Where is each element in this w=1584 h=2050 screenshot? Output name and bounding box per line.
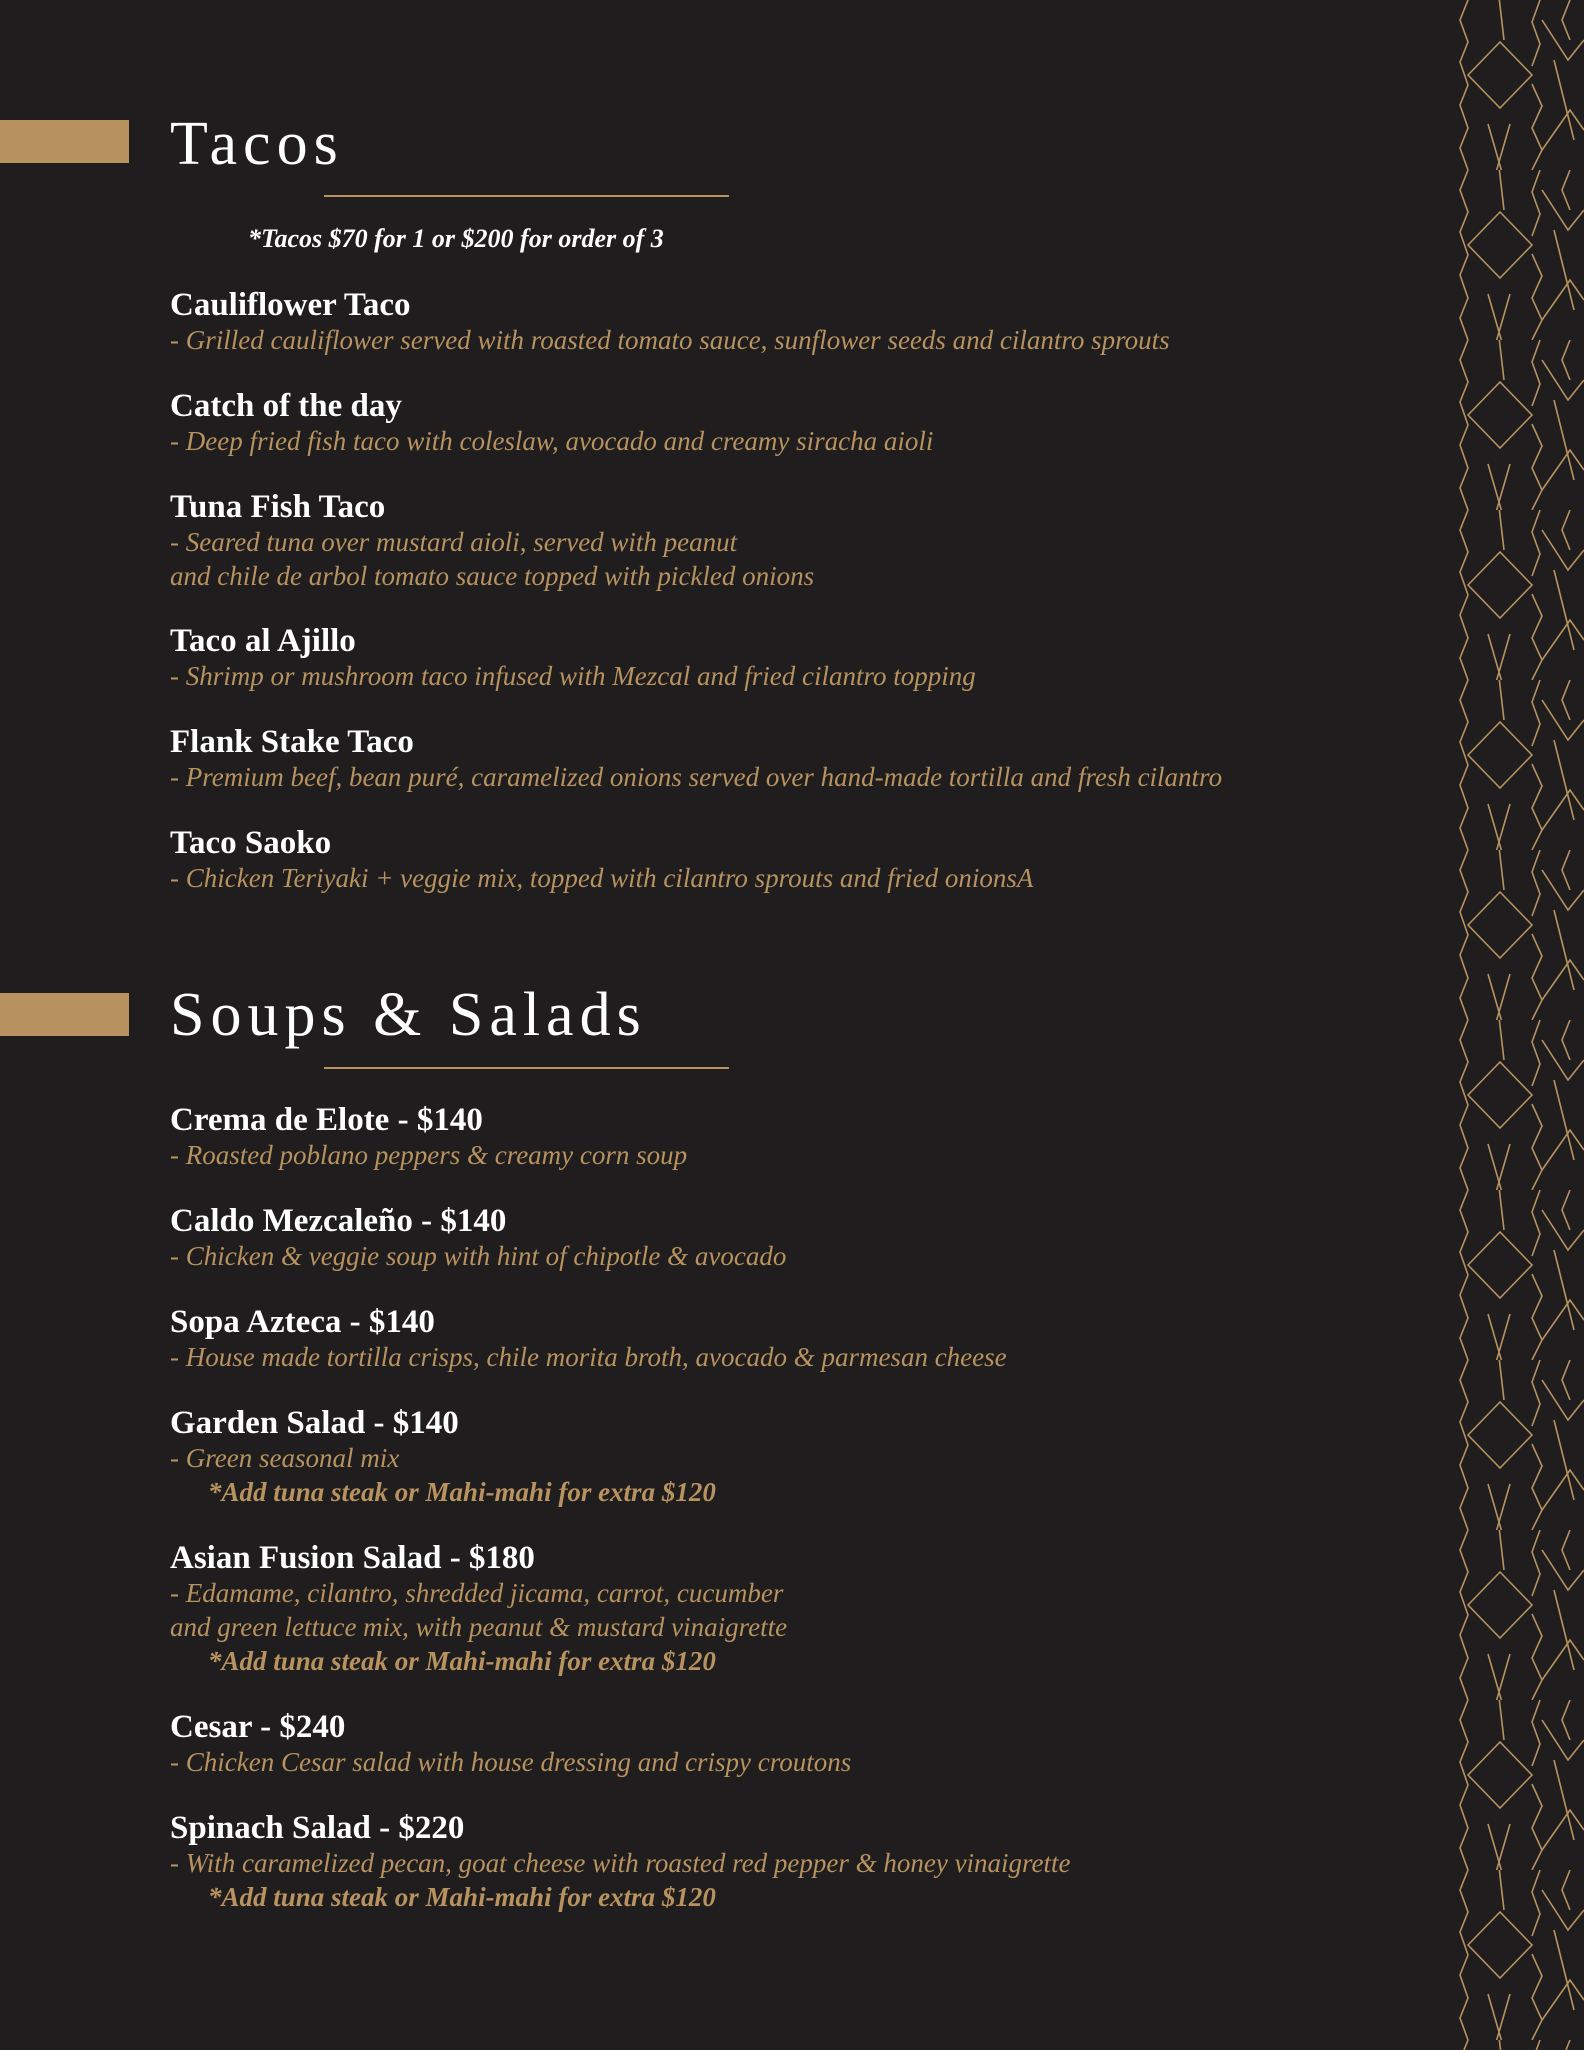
menu-item-description: - Premium beef, bean puré, caramelized onions served over hand-made tortilla and fresh cilantro xyxy=(170,762,1223,792)
taco-menu-item xyxy=(170,825,1033,895)
taco-menu-item xyxy=(170,623,976,693)
menu-item-description: - Grilled cauliflower served with roasted tomato sauce, sunflower seeds and cilantro sprouts xyxy=(170,325,1170,355)
menu-item-description: - Chicken Cesar salad with house dressing and crispy croutons xyxy=(170,1747,852,1777)
taco-menu-item xyxy=(170,724,1222,794)
soup-salad-menu-item xyxy=(170,1405,716,1509)
menu-item-name: Spinach Salad - $220 xyxy=(170,1810,465,1846)
taco-menu-item xyxy=(170,388,933,458)
soups-salads-title-rule xyxy=(324,1067,729,1069)
menu-item-name: Caldo Mezcaleño - $140 xyxy=(170,1203,507,1239)
menu-item-name: Asian Fusion Salad - $180 xyxy=(170,1540,535,1576)
menu-item-name: Cesar - $240 xyxy=(170,1709,346,1745)
menu-item-description: and chile de arbol tomato sauce topped with pickled onions xyxy=(170,561,815,591)
menu-item-name: Catch of the day xyxy=(170,388,402,424)
menu-item-name: Cauliflower Taco xyxy=(170,287,411,323)
tacos-section-bar xyxy=(0,120,129,163)
menu-item-description: - Roasted poblano peppers & creamy corn soup xyxy=(170,1140,688,1170)
soup-salad-menu-item xyxy=(170,1102,687,1172)
soup-salad-menu-item xyxy=(170,1304,1007,1374)
menu-item-description: - Edamame, cilantro, shredded jicama, carrot, cucumber xyxy=(170,1578,784,1608)
tacos-title: Tacos xyxy=(170,110,344,178)
menu-item-addon-note: *Add tuna steak or Mahi-mahi for extra $120 xyxy=(208,1646,716,1676)
menu-item-name: Taco al Ajillo xyxy=(170,623,356,659)
menu-item-description: - Chicken & veggie soup with hint of chipotle & avocado xyxy=(170,1241,787,1271)
tacos-title-rule xyxy=(324,195,729,197)
menu-item-name: Crema de Elote - $140 xyxy=(170,1102,483,1138)
menu-item-description: - Shrimp or mushroom taco infused with Mezcal and fried cilantro topping xyxy=(170,661,976,691)
menu-item-name: Tuna Fish Taco xyxy=(170,489,386,525)
soup-salad-menu-item xyxy=(170,1203,786,1273)
menu-item-description: - Deep fried fish taco with coleslaw, avocado and creamy siracha aioli xyxy=(170,426,934,456)
menu-item-description: - House made tortilla crisps, chile morita broth, avocado & parmesan cheese xyxy=(170,1342,1007,1372)
decorative-border-pattern xyxy=(1458,0,1584,2050)
menu-item-name: Flank Stake Taco xyxy=(170,724,414,760)
menu-item-addon-note: *Add tuna steak or Mahi-mahi for extra $120 xyxy=(208,1882,716,1912)
soups-salads-title: Soups & Salads xyxy=(170,981,647,1049)
soup-salad-menu-item xyxy=(170,1540,787,1678)
menu-item-addon-note: *Add tuna steak or Mahi-mahi for extra $120 xyxy=(208,1477,716,1507)
soup-salad-menu-item xyxy=(170,1810,1071,1914)
menu-item-name: Sopa Azteca - $140 xyxy=(170,1304,435,1340)
taco-menu-item xyxy=(170,489,814,593)
menu-item-description: and green lettuce mix, with peanut & mustard vinaigrette xyxy=(170,1612,788,1642)
menu-item-name: Garden Salad - $140 xyxy=(170,1405,459,1441)
soup-salad-menu-item xyxy=(170,1709,851,1779)
menu-item-description: - Seared tuna over mustard aioli, served with peanut xyxy=(170,527,738,557)
taco-menu-item xyxy=(170,287,1170,357)
menu-item-description: - Green seasonal mix xyxy=(170,1443,400,1473)
soups-salads-section-bar xyxy=(0,993,129,1036)
tacos-price-note: *Tacos $70 for 1 or $200 for order of 3 xyxy=(248,224,664,253)
menu-item-description: - Chicken Teriyaki + veggie mix, topped with cilantro sprouts and fried onionsA xyxy=(170,863,1034,893)
menu-item-description: - With caramelized pecan, goat cheese with roasted red pepper & honey vinaigrette xyxy=(170,1848,1071,1878)
menu-item-name: Taco Saoko xyxy=(170,825,332,861)
